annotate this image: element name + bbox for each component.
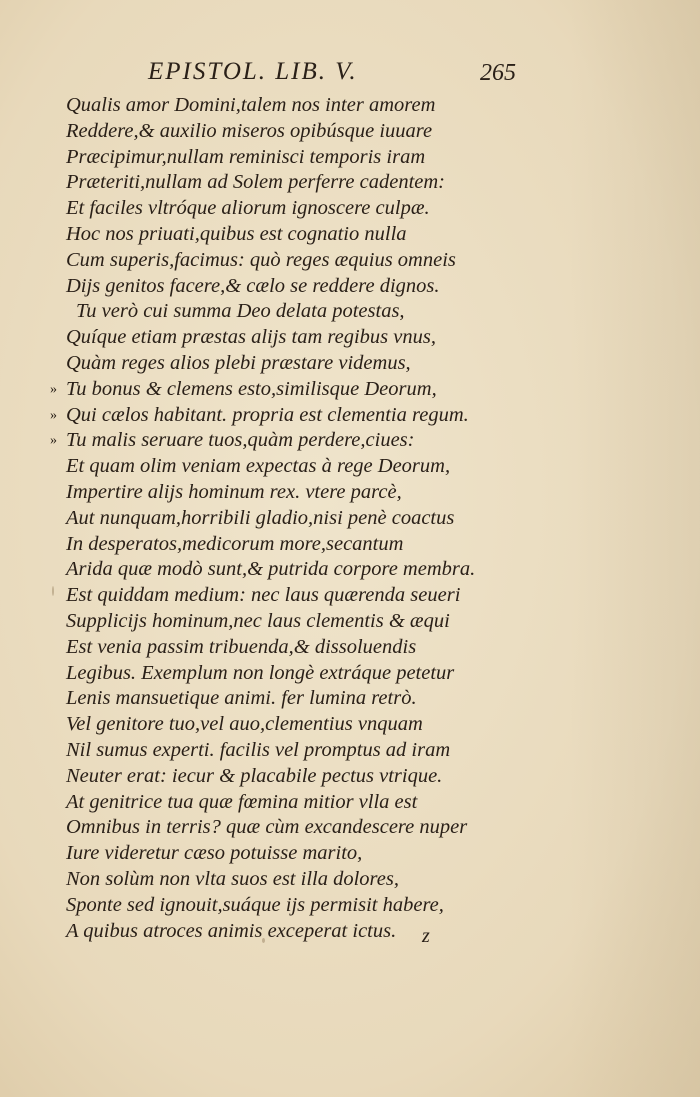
verse-line xyxy=(66,583,486,609)
verse-text: Quíque etiam præstas alijs tam regibus vnus, xyxy=(66,326,436,349)
verse-line xyxy=(66,506,486,532)
verse-line xyxy=(66,661,486,687)
verse-line xyxy=(66,609,486,635)
verse-line xyxy=(66,274,486,300)
quotation-mark: » xyxy=(50,433,57,449)
verse-line xyxy=(66,248,486,274)
verse-line xyxy=(66,893,486,919)
verse-text: Est venia passim tribuenda,& dissoluendis xyxy=(66,635,417,658)
paper-spot xyxy=(262,938,265,943)
verse-text: Nil sumus experti. facilis vel promptus ad iram xyxy=(66,738,451,761)
verse-text: Tu verò cui summa Deo delata potestas, xyxy=(76,300,405,323)
verse-line xyxy=(66,867,486,893)
verse-text: Tu bonus & clemens esto,similisque Deorum, xyxy=(66,377,437,400)
verse-line xyxy=(66,351,486,377)
verse-text: Reddere,& auxilio miseros opibúsque iuuare xyxy=(66,119,433,142)
verse-line xyxy=(66,790,486,816)
verse-text: Lenis mansuetique animi. fer lumina retrò. xyxy=(66,687,417,710)
verse-text: Est quiddam medium: nec laus quærenda seueri xyxy=(66,584,461,607)
verse-text: Vel genitore tuo,vel auo,clementius vnquam xyxy=(66,713,423,736)
verse-text: Iure videretur cæso potuisse marito, xyxy=(66,842,363,865)
verse-text: Impertire alijs hominum rex. vtere parcè, xyxy=(66,480,402,503)
verse-line xyxy=(66,170,486,196)
verse-line xyxy=(66,532,486,558)
verse-text: Arida quæ modò sunt,& putrida corpore membra. xyxy=(66,558,476,581)
verse-list xyxy=(50,93,486,944)
paper-spot xyxy=(52,586,54,596)
verse-line xyxy=(66,196,486,222)
verse-text: Quàm reges alios plebi præstare videmus, xyxy=(66,351,411,374)
verse-text: Dijs genitos facere,& cælo se reddere dignos. xyxy=(66,274,440,297)
verse-line xyxy=(50,377,486,403)
verse-text: At genitrice tua quæ fœmina mitior vlla est xyxy=(66,790,418,813)
show-through-shading xyxy=(570,0,700,1097)
verse-text: Præcipimur,nullam reminisci temporis iram xyxy=(66,145,426,168)
page-number: 265 xyxy=(480,60,516,86)
verse-line xyxy=(66,222,486,248)
catchword: z xyxy=(422,925,430,947)
verse-text: Præteriti,nullam ad Solem perferre cadentem: xyxy=(66,171,445,194)
verse-text: Tu malis seruare tuos,quàm perdere,ciues: xyxy=(66,429,415,452)
verse-line xyxy=(66,145,486,171)
verse-text: Non solùm non vlta suos est illa dolores, xyxy=(66,867,399,890)
verse-line xyxy=(66,480,486,506)
paper-spot xyxy=(440,620,442,624)
verse-line xyxy=(50,403,486,429)
verse-line xyxy=(66,93,486,119)
verse-line xyxy=(50,428,486,454)
verse-line xyxy=(66,299,486,325)
verse-text: Cum superis,facimus: quò reges æquius omneis xyxy=(66,248,456,271)
verse-text: Legibus. Exemplum non longè extráque petetur xyxy=(66,661,455,684)
verse-line xyxy=(66,712,486,738)
verse-text: Et faciles vltróque aliorum ignoscere culpæ. xyxy=(66,197,430,220)
verse-text: Hoc nos priuati,quibus est cognatio nulla xyxy=(66,222,407,245)
verse-text: Sponte sed ignouit,suáque ijs permisit habere, xyxy=(66,893,444,916)
verse-line xyxy=(66,764,486,790)
verse-line xyxy=(66,738,486,764)
verse-text: Supplicijs hominum,nec laus clementis & æqui xyxy=(66,609,450,632)
verse-text: Neuter erat: iecur & placabile pectus vtrique. xyxy=(66,764,443,787)
verse-line xyxy=(66,119,486,145)
verse-text: In desperatos,medicorum more,secantum xyxy=(66,532,404,555)
running-header: EPISTOL. LIB. V. xyxy=(148,58,358,85)
verse-line xyxy=(66,635,486,661)
verse-line xyxy=(66,815,486,841)
verse-text: A quibus atroces animis exceperat ictus. xyxy=(66,919,397,942)
verse-line xyxy=(66,686,486,712)
verse-text: Aut nunquam,horribili gladio,nisi penè coactus xyxy=(66,506,455,529)
verse-line xyxy=(66,841,486,867)
verse-line xyxy=(66,454,486,480)
verse-text: Omnibus in terris? quæ cùm excandescere nuper xyxy=(66,816,468,839)
quotation-mark: » xyxy=(50,381,57,397)
verse-text: Qui cælos habitant. propria est clementia regum. xyxy=(66,403,469,426)
verse-text: Et quam olim veniam expectas à rege Deorum, xyxy=(66,455,451,478)
quotation-mark: » xyxy=(50,407,57,423)
verse-line xyxy=(66,325,486,351)
verse-text: Qualis amor Domini,talem nos inter amorem xyxy=(66,94,436,116)
verse-line xyxy=(66,557,486,583)
